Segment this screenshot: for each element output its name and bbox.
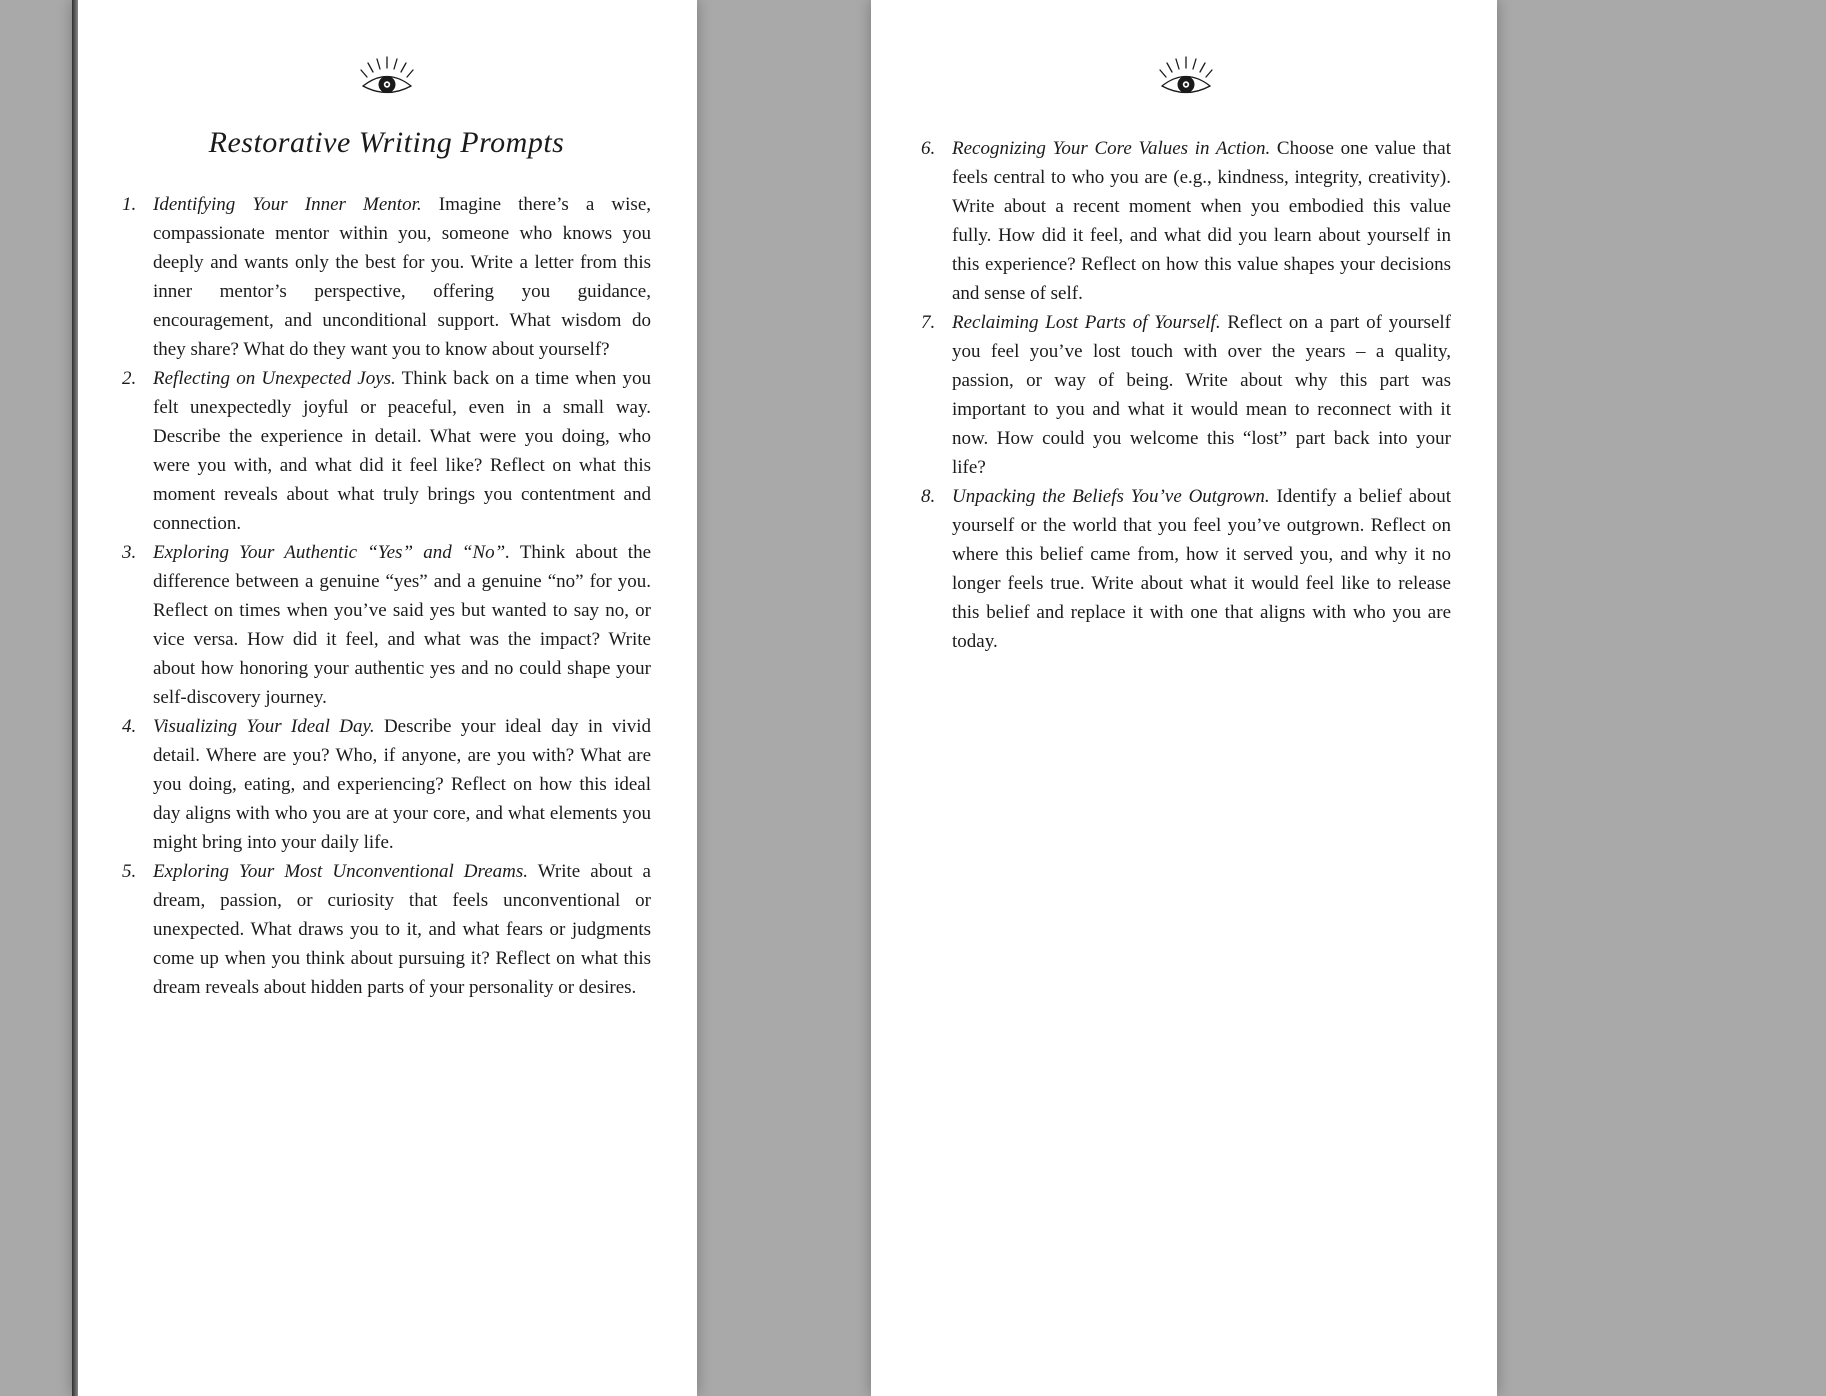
item-lead: Identifying Your Inner Mentor. — [153, 194, 422, 215]
page-title: Restorative Writing Prompts — [208, 126, 565, 159]
list-item — [122, 857, 651, 1002]
item-lead: Visualizing Your Ideal Day. — [153, 716, 375, 737]
item-body: Write about a dream, passion, or curiosity that feels unconventional or unexpected. What draws you to it, and what fears or judgments come up when you think about pursuing it? Reflect on what this dream reveals about hidden parts of your personality or desires. — [153, 861, 651, 998]
item-number: 6. — [921, 138, 936, 159]
item-text — [153, 712, 651, 857]
item-body: Think back on a time when you felt unexpectedly joyful or peaceful, even in a small way. Describe the experience in detail. What were you doing, who were you with, and what did it feel like? Reflect on what this moment reveals about what truly brings you contentment and connection. — [153, 368, 651, 534]
item-number: 4. — [122, 716, 137, 737]
list-item — [921, 308, 1451, 482]
item-text — [153, 857, 651, 1002]
list-item — [921, 482, 1451, 656]
prompt-list-right — [921, 134, 1451, 656]
item-number: 5. — [122, 861, 137, 882]
item-body: Choose one value that feels central to who you are (e.g., kindness, integrity, creativity). Write about a recent moment when you embodied this value fully. How did it feel, and what did you learn about yourself in this experience? Reflect on how this value shapes your decisions and sense of self. — [952, 138, 1452, 304]
item-body: Reflect on a part of yourself you feel you’ve lost touch with over the years – a quality, passion, or way of being. Write about why this part was important to you and what it would mean to reconnect with it now. How could you welcome this “lost” part back into your life? — [952, 312, 1451, 478]
right-page — [871, 0, 1497, 1396]
right-page-content — [871, 0, 1497, 656]
eye-ornament-icon — [921, 56, 1451, 102]
item-body: Imagine there’s a wise, compassionate mentor within you, someone who knows you deeply and wants only the best for you. Write a letter from this inner mentor’s perspective, offering you guidance, encouragement, and unconditional support. What wisdom do they share? What do they want you to know about yourself? — [153, 194, 652, 360]
list-item — [122, 538, 651, 712]
item-lead: Unpacking the Beliefs You’ve Outgrown. — [952, 486, 1270, 507]
item-number: 7. — [921, 312, 936, 333]
left-page-content — [72, 0, 697, 1002]
item-lead: Exploring Your Authentic “Yes” and “No”. — [153, 542, 510, 563]
item-number: 1. — [122, 194, 137, 215]
prompt-list-left — [122, 190, 651, 1002]
item-text — [153, 364, 651, 538]
item-lead: Exploring Your Most Unconventional Dreams. — [153, 861, 529, 882]
item-text — [153, 538, 651, 712]
item-lead: Reclaiming Lost Parts of Yourself. — [952, 312, 1221, 333]
item-text — [952, 134, 1451, 308]
item-body: Think about the difference between a genuine “yes” and a genuine “no” for you. Reflect on times when you’ve said yes but wanted to say no, or vice versa. How did it feel, and what was the impact? Write about how honoring your authentic yes and no could shape your self-discovery journey. — [153, 542, 651, 708]
eye-ornament-icon — [122, 56, 651, 102]
item-number: 3. — [122, 542, 137, 563]
list-item — [122, 364, 651, 538]
item-lead: Reflecting on Unexpected Joys. — [153, 368, 396, 389]
item-lead: Recognizing Your Core Values in Action. — [952, 138, 1271, 159]
item-body: Identify a belief about yourself or the world that you feel you’ve outgrown. Reflect on where this belief came from, how it served you, and why it no longer feels true. Write about what it would feel like to release this belief and replace it with one that aligns with who you are today. — [952, 486, 1452, 652]
list-item — [921, 134, 1451, 308]
item-number: 2. — [122, 368, 137, 389]
item-number: 8. — [921, 486, 936, 507]
item-text — [952, 482, 1451, 656]
item-text — [952, 308, 1451, 482]
list-item — [122, 190, 651, 364]
item-text — [153, 190, 651, 364]
left-page — [72, 0, 697, 1396]
list-item — [122, 712, 651, 857]
item-body: Describe your ideal day in vivid detail. Where are you? Who, if anyone, are you with? What are you doing, eating, and experiencing? Reflect on how this ideal day aligns with who you are at your core, and what elements you might bring into your daily life. — [153, 716, 651, 853]
